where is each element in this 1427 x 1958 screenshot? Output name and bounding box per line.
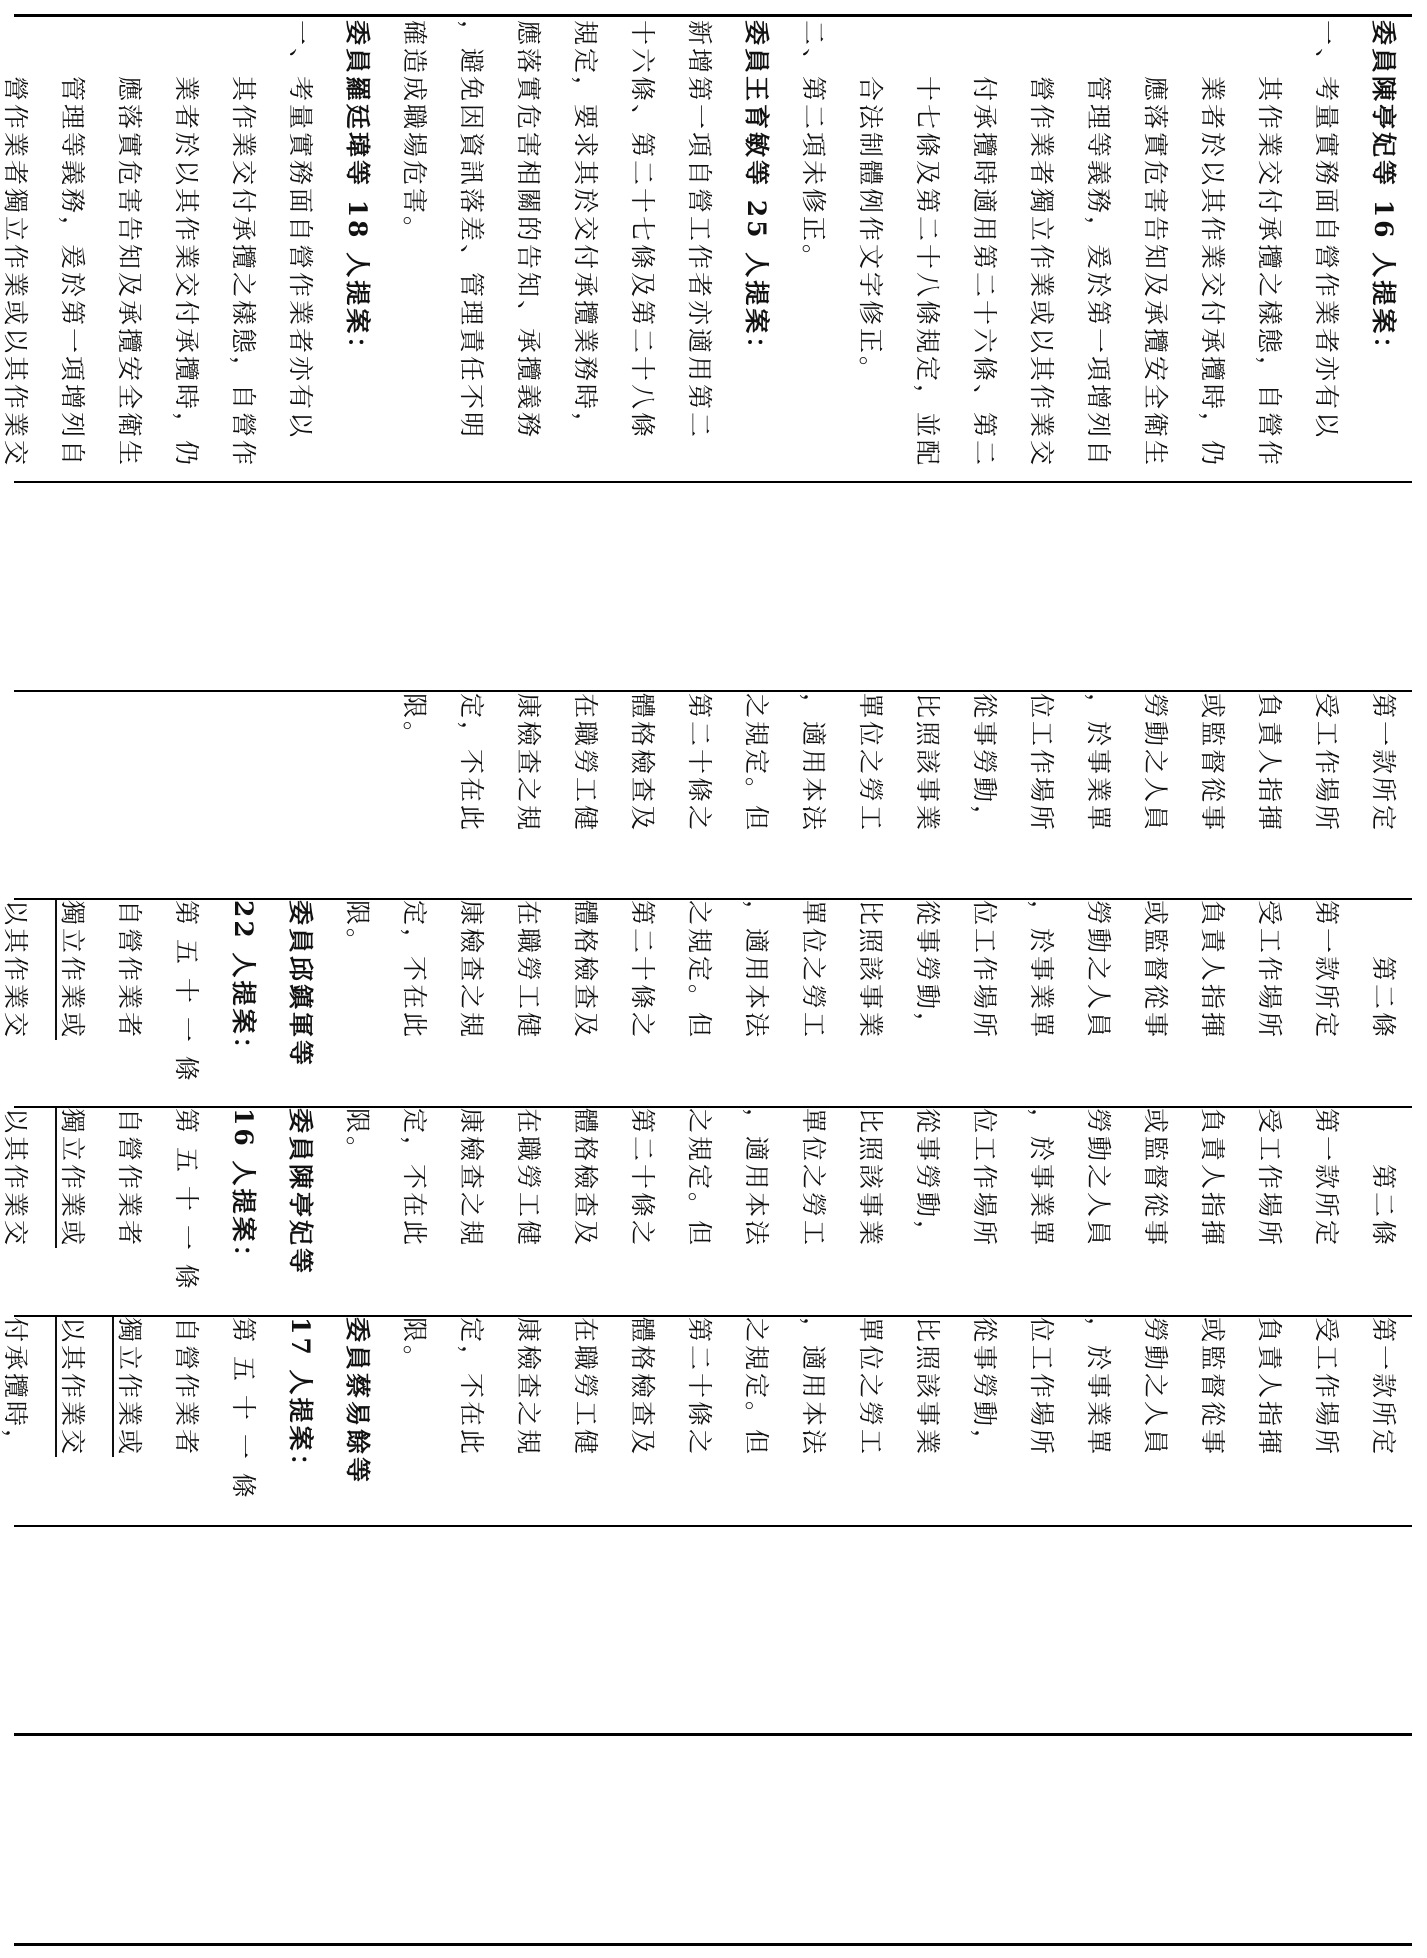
- lower_mid-line: 或監督從事: [1141, 900, 1170, 1041]
- lower2-line: 或監督從事: [1141, 1108, 1170, 1249]
- top-line: 應落實危害相關的告知、承攬義務: [514, 20, 543, 441]
- lower3-line: 獨立作業或: [115, 1317, 144, 1458]
- top-line: 委員王育敏等 25 人提案：: [742, 20, 771, 365]
- lower3-line: 康檢查之規: [514, 1317, 543, 1458]
- top-line: 營作業者獨立作業或以其作業交: [1027, 20, 1056, 469]
- lower2-line: 體格檢查及: [571, 1108, 600, 1249]
- upper_mid-line: ，適用本法: [799, 693, 828, 834]
- lower3-line: 比照該事業: [913, 1317, 942, 1458]
- lower_mid-line: 自營作業者: [115, 900, 144, 1041]
- rule-top: [14, 14, 1412, 17]
- lower2-line: 從事勞動，: [913, 1108, 942, 1249]
- top-line: 委員羅廷瑋等 18 人提案：: [343, 20, 372, 365]
- lower2-line: 位工作場所: [970, 1108, 999, 1249]
- text-block-lower2: [1, 1108, 1412, 1313]
- upper_mid-line: 從事勞動，: [970, 693, 999, 834]
- lower3-line: 委員蔡易餘等: [343, 1317, 372, 1486]
- lower2-line: 以其作業交: [1, 1108, 30, 1249]
- top-line: 十七條及第二十八條規定，並配: [913, 20, 942, 469]
- upper_mid-line: 比照該事業: [913, 693, 942, 834]
- lower2-line: ，於事業單: [1027, 1108, 1056, 1249]
- top-line: 其作業交付承攬之樣態，自營作: [229, 20, 258, 469]
- upper_mid-line: ，於事業單: [1084, 693, 1113, 834]
- rule-6: [14, 1525, 1412, 1527]
- lower3-line: 自營作業者: [172, 1317, 201, 1458]
- top-line: 管理等義務，爰於第一項增列自: [58, 20, 87, 469]
- lower_mid-line: 單位之勞工: [799, 900, 828, 1041]
- lower3-line: 從事勞動，: [970, 1317, 999, 1458]
- lower3-line: 之規定。但: [742, 1317, 771, 1458]
- top-line: 委員陳亭妃等 16 人提案：: [1369, 20, 1398, 365]
- lower2-line: 比照該事業: [856, 1108, 885, 1249]
- lower3-line: 第 五 十 一 條: [229, 1317, 258, 1501]
- lower_mid-line: 比照該事業: [856, 900, 885, 1041]
- top-line: 其作業交付承攬之樣態，自營作: [1255, 20, 1284, 469]
- lower2-line: 16 人提案：: [229, 1108, 258, 1273]
- rule-7: [14, 1733, 1412, 1736]
- lower2-line: 單位之勞工: [799, 1108, 828, 1249]
- lower_mid-line: 位工作場所: [970, 900, 999, 1041]
- lower_mid-line: 限。: [343, 900, 372, 957]
- top-line: 應落實危害告知及承攬安全衛生: [115, 20, 144, 469]
- lower_mid-line: 受工作場所: [1255, 900, 1284, 1041]
- lower3-line: 付承攬時，: [1, 1317, 30, 1458]
- upper_mid-line: 受工作場所: [1312, 693, 1341, 834]
- lower3-line: 第二十條之: [685, 1317, 714, 1458]
- upper_mid-line: 在職勞工健: [571, 693, 600, 834]
- lower3-line: 體格檢查及: [628, 1317, 657, 1458]
- upper_mid-line: 第二十條之: [685, 693, 714, 834]
- lower3-line: 受工作場所: [1312, 1317, 1341, 1458]
- top-line: 十六條、第二十七條及第二十八條: [628, 20, 657, 441]
- lower2-line: 自營作業者: [115, 1108, 144, 1249]
- lower_mid-line: 22 人提案：: [229, 900, 258, 1065]
- text-block-lower-mid: [1, 900, 1412, 1104]
- lower3-line: 第一款所定: [1369, 1317, 1398, 1458]
- lower2-line: 康檢查之規: [457, 1108, 486, 1249]
- rule-bottom: [14, 1943, 1412, 1946]
- lower_mid-line: 以其作業交: [1, 900, 30, 1041]
- lower3-line: 位工作場所: [1027, 1317, 1056, 1458]
- top-line: 合法制體例作文字修正。: [856, 20, 885, 385]
- upper_mid-line: 勞動之人員: [1141, 693, 1170, 834]
- upper_mid-line: 第一款所定: [1369, 693, 1398, 834]
- upper_mid-line: 定，不在此: [457, 693, 486, 834]
- lower_mid-line: 第一款所定: [1312, 900, 1341, 1041]
- upper_mid-line: 體格檢查及: [628, 693, 657, 834]
- text-block-top: [1, 20, 1412, 478]
- lower3-line: 負責人指揮: [1255, 1317, 1284, 1458]
- top-line: 付承攬時適用第二十六條、第二: [970, 20, 999, 469]
- rule-1: [14, 481, 1412, 483]
- top-line: 規定，要求其於交付承攬業務時，: [571, 20, 600, 441]
- lower_mid-line: 第 五 十 一 條: [172, 900, 201, 1084]
- lower_mid-line: 之規定。但: [685, 900, 714, 1041]
- upper_mid-line: 康檢查之規: [514, 693, 543, 834]
- lower2-line: 第 五 十 一 條: [172, 1108, 201, 1292]
- lower3-line: 或監督從事: [1198, 1317, 1227, 1458]
- lower_mid-line: ，適用本法: [742, 900, 771, 1041]
- lower3-line: ，適用本法: [799, 1317, 828, 1458]
- lower_mid-line: 康檢查之規: [457, 900, 486, 1041]
- upper_mid-line: 位工作場所: [1027, 693, 1056, 834]
- top-line: 營作業者獨立作業或以其作業交: [1, 20, 30, 469]
- lower2-line: 負責人指揮: [1198, 1108, 1227, 1249]
- lower2-line: 之規定。但: [685, 1108, 714, 1249]
- lower_mid-line: 負責人指揮: [1198, 900, 1227, 1041]
- lower3-line: 限。: [400, 1317, 429, 1374]
- top-line: 新增第一項自營工作者亦適用第二: [685, 20, 714, 441]
- lower_mid-line: 從事勞動，: [913, 900, 942, 1041]
- lower3-line: ，於事業單: [1084, 1317, 1113, 1458]
- lower2-line: ，適用本法: [742, 1108, 771, 1249]
- lower2-line: 限。: [343, 1108, 372, 1165]
- lower_mid-line: 獨立作業或: [58, 900, 87, 1041]
- upper_mid-line: 或監督從事: [1198, 693, 1227, 834]
- top-line: 一、考量實務面自營作業者亦有以: [1312, 20, 1341, 441]
- lower2-line: 定，不在此: [400, 1108, 429, 1249]
- top-line: 確造成職場危害。: [400, 20, 429, 245]
- lower2-line: 獨立作業或: [58, 1108, 87, 1249]
- lower_mid-line: 體格檢查及: [571, 900, 600, 1041]
- lower2-line: 第一款所定: [1312, 1108, 1341, 1249]
- lower2-line: 勞動之人員: [1084, 1108, 1113, 1249]
- lower_mid-line: 定，不在此: [400, 900, 429, 1041]
- text-block-upper-mid: [14, 693, 1412, 896]
- lower_mid-line: ，於事業單: [1027, 900, 1056, 1041]
- lower_mid-line: 第二十條之: [628, 900, 657, 1041]
- lower3-line: 在職勞工健: [571, 1317, 600, 1458]
- lower3-line: 單位之勞工: [856, 1317, 885, 1458]
- lower2-line: 委員陳亭妃等: [286, 1108, 315, 1277]
- upper_mid-line: 單位之勞工: [856, 693, 885, 834]
- lower_mid-line: 在職勞工健: [514, 900, 543, 1041]
- lower2-line: 在職勞工健: [514, 1108, 543, 1249]
- text-block-lower3: [1, 1317, 1412, 1523]
- lower_mid-line: 勞動之人員: [1084, 900, 1113, 1041]
- upper_mid-line: 負責人指揮: [1255, 693, 1284, 834]
- lower2-line: 受工作場所: [1255, 1108, 1284, 1249]
- upper_mid-line: 之規定。但: [742, 693, 771, 834]
- rule-2: [14, 690, 1412, 692]
- lower3-line: 17 人提案：: [286, 1317, 315, 1482]
- lower_mid-line: 委員邱鎮軍等: [286, 900, 315, 1069]
- top-line: 應落實危害告知及承攬安全衛生: [1141, 20, 1170, 469]
- lower2-line: 第二十條之: [628, 1108, 657, 1249]
- lower3-line: 定，不在此: [457, 1317, 486, 1458]
- top-line: 二、第二項未修正。: [799, 20, 828, 273]
- top-line: 管理等義務，爰於第一項增列自: [1084, 20, 1113, 469]
- top-line: 業者於以其作業交付承攬時，仍: [1198, 20, 1227, 469]
- top-line: 業者於以其作業交付承攬時，仍: [172, 20, 201, 469]
- lower3-line: 以其作業交: [58, 1317, 87, 1458]
- top-line: 一、考量實務面自營作業者亦有以: [286, 20, 315, 441]
- top-line: ，避免因資訊落差、管理責任不明: [457, 20, 486, 441]
- lower_mid-line: 第二條: [1369, 900, 1398, 1041]
- lower3-line: 勞動之人員: [1141, 1317, 1170, 1458]
- upper_mid-line: 限。: [400, 693, 429, 750]
- lower2-line: 第二條: [1369, 1108, 1398, 1249]
